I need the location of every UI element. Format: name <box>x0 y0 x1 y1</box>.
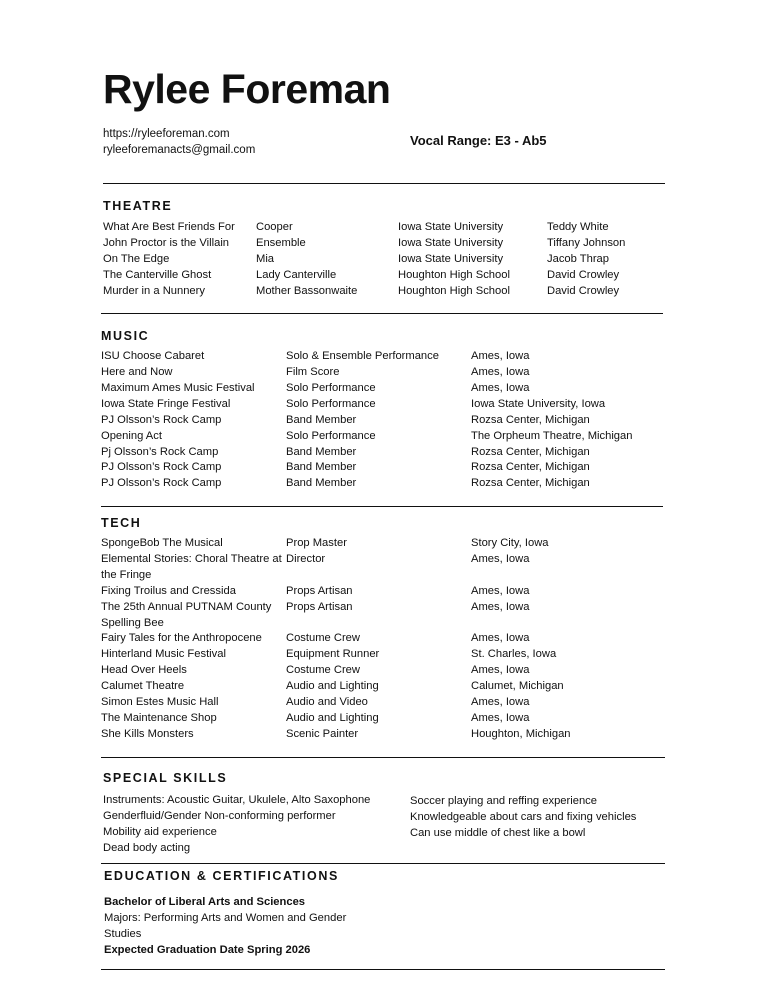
tech-location: Ames, Iowa <box>471 712 530 724</box>
website-link[interactable]: https://ryleeforeman.com <box>103 128 230 140</box>
music-event: PJ Olsson’s Rock Camp <box>101 477 222 489</box>
theatre-venue: Houghton High School <box>398 285 510 297</box>
email-link[interactable]: ryleeforemanacts@gmail.com <box>103 144 256 156</box>
tech-role: Director <box>286 553 326 565</box>
divider <box>101 313 663 314</box>
graduation-date: Expected Graduation Date Spring 2026 <box>104 944 311 956</box>
theatre-production: The Canterville Ghost <box>103 269 212 281</box>
music-location: Ames, Iowa <box>471 366 530 378</box>
tech-role: Costume Crew <box>286 664 360 676</box>
divider <box>103 183 665 184</box>
theatre-director: Tiffany Johnson <box>547 237 626 249</box>
theatre-director: Teddy White <box>547 221 609 233</box>
divider <box>101 506 663 507</box>
music-event: ISU Choose Cabaret <box>101 350 205 362</box>
music-location: Rozsa Center, Michigan <box>471 461 590 473</box>
theatre-production: On The Edge <box>103 253 170 265</box>
theatre-role: Mia <box>256 253 275 265</box>
tech-role: Audio and Lighting <box>286 680 379 692</box>
theatre-production: John Proctor is the Villain <box>103 237 230 249</box>
music-role: Solo Performance <box>286 430 376 442</box>
theatre-role: Cooper <box>256 221 293 233</box>
tech-role: Props Artisan <box>286 585 353 597</box>
resume-name: Rylee Foreman <box>103 66 391 112</box>
tech-location: Story City, Iowa <box>471 537 549 549</box>
tech-location: Ames, Iowa <box>471 601 530 613</box>
music-role: Solo Performance <box>286 382 376 394</box>
theatre-venue: Iowa State University <box>398 253 504 265</box>
music-location: The Orpheum Theatre, Michigan <box>471 430 633 442</box>
music-event: Opening Act <box>101 430 162 442</box>
section-title-education: EDUCATION & CERTIFICATIONS <box>104 869 339 883</box>
tech-production: She Kills Monsters <box>101 728 194 740</box>
theatre-venue: Iowa State University <box>398 237 504 249</box>
music-event: PJ Olsson’s Rock Camp <box>101 461 222 473</box>
skill-item: Can use middle of chest like a bowl <box>410 827 586 839</box>
section-title-music: MUSIC <box>101 329 150 343</box>
tech-role: Scenic Painter <box>286 728 359 740</box>
music-event: Maximum Ames Music Festival <box>101 382 255 394</box>
music-location: Rozsa Center, Michigan <box>471 414 590 426</box>
section-title-theatre: THEATRE <box>103 199 173 213</box>
tech-production: SpongeBob The Musical <box>101 537 223 549</box>
skill-item: Knowledgeable about cars and fixing vehicles <box>410 811 637 823</box>
tech-role: Audio and Video <box>286 696 368 708</box>
section-title-skills: SPECIAL SKILLS <box>103 771 228 785</box>
music-role: Solo Performance <box>286 398 376 410</box>
skill-item: Dead body acting <box>103 842 191 854</box>
skill-item: Genderfluid/Gender Non-conforming performer <box>103 810 336 822</box>
music-role: Band Member <box>286 477 357 489</box>
music-role: Band Member <box>286 414 357 426</box>
tech-role: Costume Crew <box>286 632 360 644</box>
contact-block <box>103 126 255 158</box>
tech-production: Head Over Heels <box>101 664 187 676</box>
tech-production: Fairy Tales for the Anthropocene <box>101 632 262 644</box>
theatre-director: Jacob Thrap <box>547 253 609 265</box>
music-role: Film Score <box>286 366 340 378</box>
divider <box>101 969 665 970</box>
theatre-director: David Crowley <box>547 285 620 297</box>
tech-production: Fixing Troilus and Cressida <box>101 585 236 597</box>
theatre-venue: Iowa State University <box>398 221 504 233</box>
music-location: Rozsa Center, Michigan <box>471 446 590 458</box>
theatre-director: David Crowley <box>547 269 620 281</box>
tech-production: Hinterland Music Festival <box>101 648 226 660</box>
music-location: Rozsa Center, Michigan <box>471 477 590 489</box>
theatre-role: Mother Bassonwaite <box>256 285 358 297</box>
tech-location: Ames, Iowa <box>471 696 530 708</box>
music-event: Pj Olsson’s Rock Camp <box>101 446 219 458</box>
tech-role: Prop Master <box>286 537 347 549</box>
theatre-production: Murder in a Nunnery <box>103 285 205 297</box>
section-title-tech: TECH <box>101 516 142 530</box>
theatre-role: Lady Canterville <box>256 269 337 281</box>
tech-production: The 25th Annual PUTNAM County Spelling Bee <box>101 601 272 629</box>
tech-location: Ames, Iowa <box>471 553 530 565</box>
theatre-role: Ensemble <box>256 237 306 249</box>
skill-item: Instruments: Acoustic Guitar, Ukulele, Alto Saxophone <box>103 794 371 806</box>
music-role: Solo & Ensemble Performance <box>286 350 439 362</box>
theatre-venue: Houghton High School <box>398 269 510 281</box>
music-event: PJ Olsson’s Rock Camp <box>101 414 222 426</box>
skill-item: Soccer playing and reffing experience <box>410 795 597 807</box>
music-role: Band Member <box>286 461 357 473</box>
tech-location: St. Charles, Iowa <box>471 648 557 660</box>
degree: Bachelor of Liberal Arts and Sciences <box>104 896 306 908</box>
divider <box>101 863 665 864</box>
tech-role: Equipment Runner <box>286 648 380 660</box>
music-role: Band Member <box>286 446 357 458</box>
tech-production: Elemental Stories: Choral Theatre at the Fringe <box>101 553 282 581</box>
skill-item: Mobility aid experience <box>103 826 217 838</box>
tech-role: Audio and Lighting <box>286 712 379 724</box>
tech-role: Props Artisan <box>286 601 353 613</box>
music-location: Ames, Iowa <box>471 382 530 394</box>
music-event: Iowa State Fringe Festival <box>101 398 231 410</box>
majors: Majors: Performing Arts and Women and Gender Studies <box>104 912 347 940</box>
tech-production: Simon Estes Music Hall <box>101 696 219 708</box>
tech-production: Calumet Theatre <box>101 680 185 692</box>
theatre-production: What Are Best Friends For <box>103 221 235 233</box>
tech-location: Ames, Iowa <box>471 585 530 597</box>
music-event: Here and Now <box>101 366 173 378</box>
divider <box>101 757 665 758</box>
tech-location: Ames, Iowa <box>471 664 530 676</box>
music-location: Ames, Iowa <box>471 350 530 362</box>
tech-production: The Maintenance Shop <box>101 712 217 724</box>
vocal-range: Vocal Range: E3 - Ab5 <box>410 133 547 148</box>
music-location: Iowa State University, Iowa <box>471 398 606 410</box>
tech-location: Houghton, Michigan <box>471 728 571 740</box>
tech-location: Ames, Iowa <box>471 632 530 644</box>
tech-location: Calumet, Michigan <box>471 680 564 692</box>
